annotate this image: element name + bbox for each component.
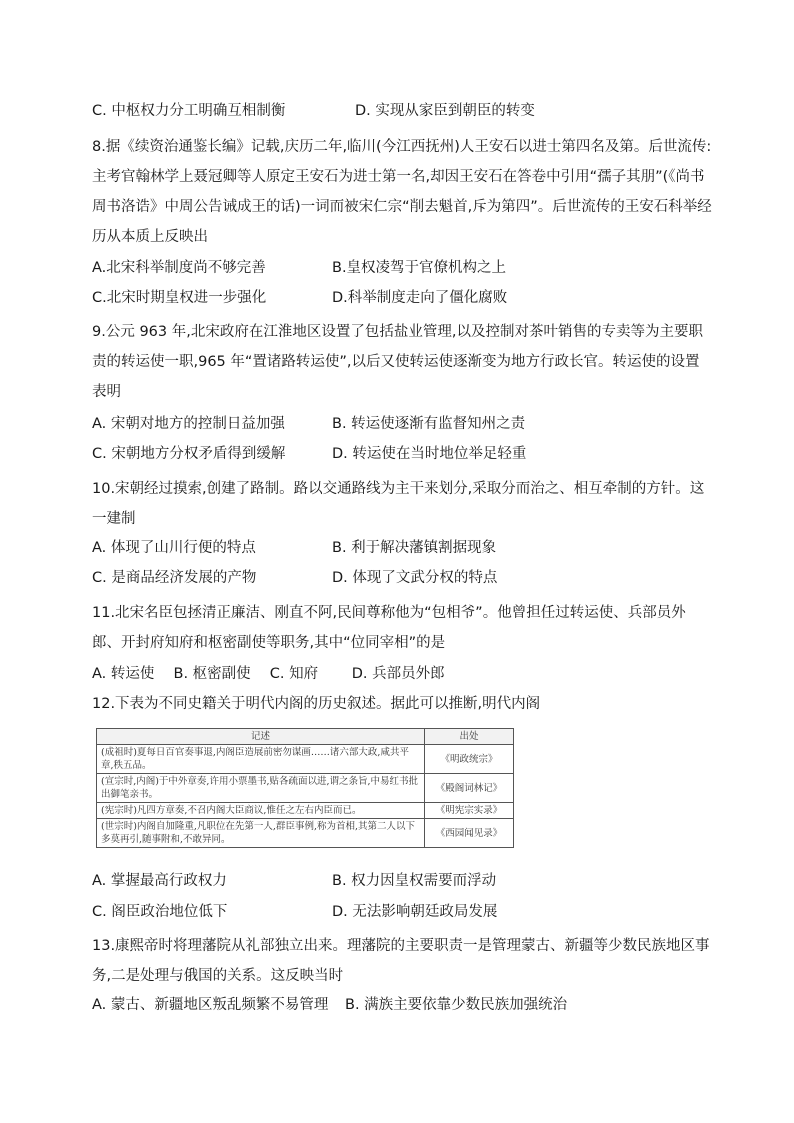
q9-stem: 9.公元 963 年,北宋政府在江淮地区设置了包括盐业管理,以及控制对茶叶销售的专卖等为主要职责的转运使一职,965 年“置诸路转运使”,以后又使转运使逐渐变为地方行政长官。转运使的设置表明 (92, 324, 703, 400)
table-row (97, 774, 514, 803)
table-cell-record: (世宗时)内阁自加隆重,凡职位在先第一人,群臣事例,称为首相,其第二人以下多莫再引,随事附和,不敢异同。 (97, 819, 425, 848)
table-header-source: 出处 (425, 729, 514, 745)
q8-option-b: B.皇权凌驾于官僚机构之上 (332, 260, 507, 276)
table-row (97, 819, 514, 848)
table-header-record: 记述 (97, 729, 425, 745)
table-row (97, 745, 514, 774)
q13-stem: 13.康熙帝时将理藩院从礼部独立出来。理藩院的主要职责一是管理蒙古、新疆等少数民族地区事务,二是处理与俄国的关系。这反映当时 (92, 938, 710, 984)
q10-option-a: A. 体现了山川行便的特点 (92, 540, 256, 556)
q7-option-c: C. 中枢权力分工明确互相制衡 (92, 103, 286, 119)
table-cell-record: (宣宗时,内阁)于中外章奏,许用小票墨书,贴各疏面以进,谓之条旨,中易红书批出御笔亲书。 (97, 774, 425, 803)
q12-option-d: D. 无法影响朝廷政局发展 (332, 904, 498, 920)
q12-stem: 12.下表为不同史籍关于明代内阁的历史叙述。据此可以推断,明代内阁 (92, 696, 541, 712)
q12-option-a: A. 掌握最高行政权力 (92, 873, 227, 889)
table-cell-source: 《殿阁词林记》 (425, 774, 514, 803)
q10-stem: 10.宋朝经过摸索,创建了路制。路以交通路线为主干来划分,采取分而治之、相互牵制的方针。这一建制 (92, 481, 705, 527)
table-header-row (97, 729, 514, 745)
q9-option-c: C. 宋朝地方分权矛盾得到缓解 (92, 446, 286, 462)
q9-option-a: A. 宋朝对地方的控制日益加强 (92, 416, 285, 432)
history-table (96, 728, 514, 848)
table-cell-source: 《明政统宗》 (425, 745, 514, 774)
table-cell-record: (成祖时)夏每日百官奏事退,内阁臣造展前密勿谋画……诸六部大政,咸共平章,秩五品。 (97, 745, 425, 774)
q13-option-b: B. 满族主要依靠少数民族加强统治 (345, 997, 568, 1013)
q13-option-a: A. 蒙古、新疆地区叛乱频繁不易管理 (92, 997, 329, 1013)
q10-option-d: D. 体现了文武分权的特点 (332, 570, 498, 586)
q10-option-c: C. 是商品经济发展的产物 (92, 570, 257, 586)
q11-stem: 11.北宋名臣包拯清正廉洁、刚直不阿,民间尊称他为“包相爷”。他曾担任过转运使、兵部员外郎、开封府知府和枢密副使等职务,其中“位同宰相”的是 (92, 605, 686, 651)
q12-option-b: B. 权力因皇权需要而浮动 (332, 873, 497, 889)
table-cell-source: 《明宪宗实录》 (425, 803, 514, 819)
q7-option-d: D. 实现从家臣到朝臣的转变 (355, 103, 535, 119)
q8-stem: 8.据《续资治通鉴长编》记载,庆历二年,临川(今江西抚州)人王安石以进士第四名及第。后世流传:主考官翰林学上聂冠卿等人原定王安石为进士第一名,却因王安石在答卷中引用“孺子其朋”(《尚书周书洛诰》中周公告诫成王的话)一词而被宋仁宗“削去魁首,斥为第四”。后世流传的王安石科举经历从本质上反映出 (92, 139, 712, 245)
q11-options: A. 转运使 B. 枢密副使 C. 知府 D. 兵部员外郎 (92, 666, 445, 682)
q10-option-b: B. 利于解决藩镇割据现象 (332, 540, 497, 556)
q8-option-d: D.科举制度走向了僵化腐败 (332, 290, 508, 306)
q8-option-a: A.北宋科举制度尚不够完善 (92, 260, 266, 276)
table-row (97, 803, 514, 819)
q9-option-d: D. 转运使在当时地位举足轻重 (332, 446, 527, 462)
table-cell-record: (宪宗时)凡四方章奏,不召内阁大臣商议,惟任之左右内臣而已。 (97, 803, 425, 819)
q9-option-b: B. 转运使逐渐有监督知州之责 (332, 416, 526, 432)
table-cell-source: 《西园闻见录》 (425, 819, 514, 848)
q8-option-c: C.北宋时期皇权进一步强化 (92, 290, 267, 306)
q12-option-c: C. 阁臣政治地位低下 (92, 904, 228, 920)
